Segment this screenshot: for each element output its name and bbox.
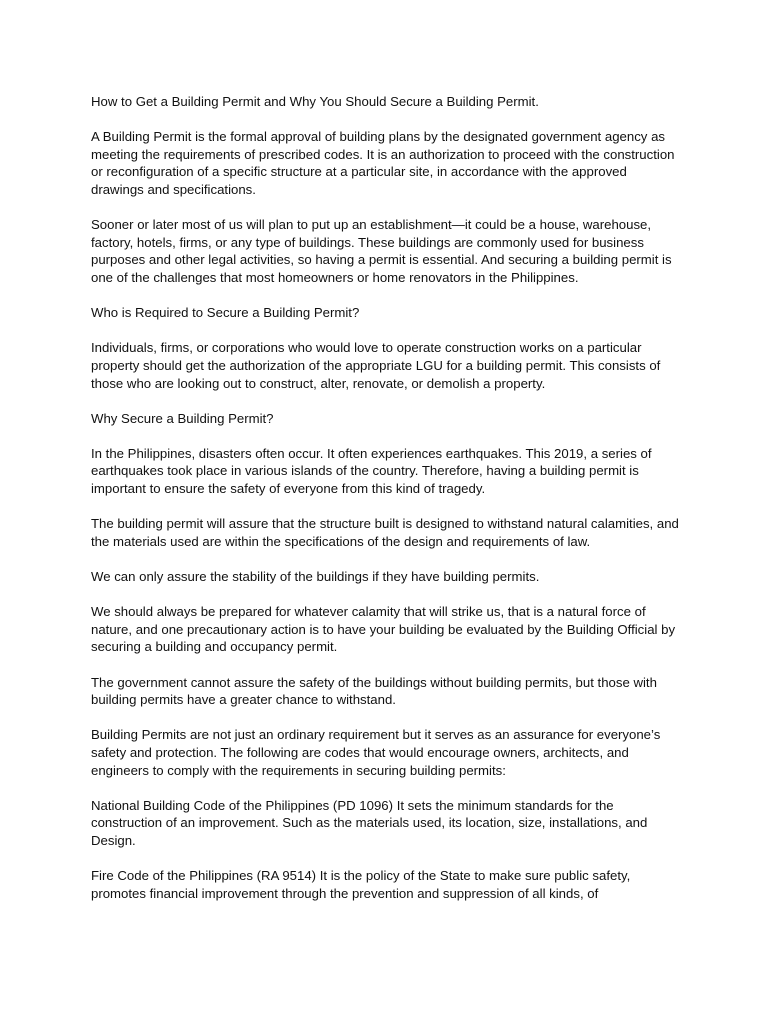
heading-who-is-required: Who is Required to Secure a Building Permit? bbox=[91, 305, 360, 321]
heading-why-secure: Why Secure a Building Permit? bbox=[91, 410, 274, 426]
document-page bbox=[91, 93, 681, 920]
paragraph-withstand: The building permit will assure that the structure built is designed to withstand natural calamities, and the materials used are within the specifications of the design and requirements of law. bbox=[91, 516, 679, 549]
paragraph-building-code: National Building Code of the Philippines (PD 1096) It sets the minimum standards for the construction of an improvement. Such as the materials used, its location, size, installations, and Design. bbox=[91, 797, 648, 848]
paragraph-disasters: In the Philippines, disasters often occur. It often experiences earthquakes. This 2019, a series of earthquakes took place in various islands of the country. Therefore, having a building permit is important to ensure the safety of everyone from this kind of tragedy. bbox=[91, 445, 652, 497]
paragraph-fire-code: Fire Code of the Philippines (RA 9514) It is the policy of the State to make sure public safety, promotes financial improvement through the prevention and suppression of all kinds, of bbox=[91, 868, 631, 901]
paragraph-establishment: Sooner or later most of us will plan to put up an establishment—it could be a house, warehouse, factory, hotels, firms, or any type of buildings. These buildings are commonly used for business purposes and other legal activities, so having a permit is essential. And securing a building permit is one of the challenges that most homeowners or home renovators in the Philippines. bbox=[91, 217, 672, 285]
paragraph-stability: We can only assure the stability of the buildings if they have building permits. bbox=[91, 569, 540, 585]
document-title: How to Get a Building Permit and Why You Should Secure a Building Permit. bbox=[91, 94, 539, 109]
paragraph-government: The government cannot assure the safety of the buildings without building permits, but those with building permits have a greater chance to withstand. bbox=[91, 674, 657, 708]
paragraph-definition: A Building Permit is the formal approval of building plans by the designated government agency as meeting the requirements of prescribed codes. It is an authorization to proceed with the construction or reconfiguration of a specific structure at a particular site, in accordance with the approved drawings and specifications. bbox=[91, 129, 675, 197]
paragraph-assurance: Building Permits are not just an ordinary requirement but it serves as an assurance for everyone’s safety and protection. The following are codes that would encourage owners, architects, and engineers to comply with the requirements in securing building permits: bbox=[91, 727, 661, 778]
paragraph-prepared: We should always be prepared for whatever calamity that will strike us, that is a natural force of nature, and one precautionary action is to have your building be evaluated by the Building Official by securing a building and occupancy permit. bbox=[91, 604, 676, 655]
paragraph-who-is-required: Individuals, firms, or corporations who would love to operate construction works on a particular property should get the authorization of the appropriate LGU for a building permit. This consists of those who are looking out to construct, alter, renovate, or demolish a property. bbox=[91, 340, 661, 391]
